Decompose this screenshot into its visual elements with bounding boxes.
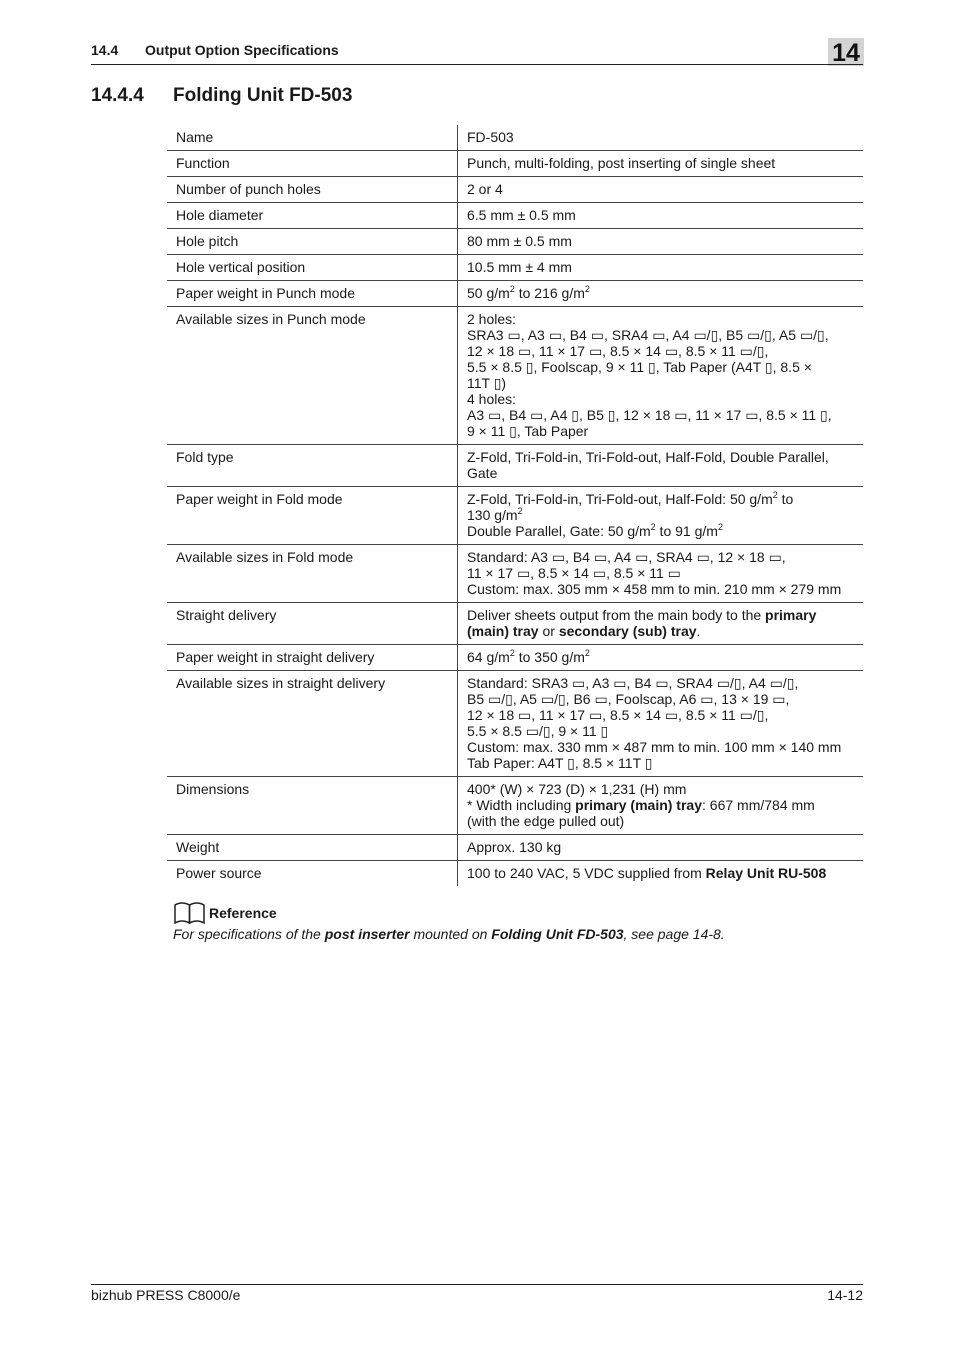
spec-label: Available sizes in straight delivery (167, 671, 458, 777)
table-row (167, 255, 863, 281)
table-row (167, 203, 863, 229)
spec-value: 2 or 4 (458, 177, 864, 203)
spec-label: Hole diameter (167, 203, 458, 229)
table-row (167, 487, 863, 545)
spec-label: Weight (167, 835, 458, 861)
table-row (167, 671, 863, 777)
spec-label: Straight delivery (167, 603, 458, 645)
spec-value: 64 $g/m^2$ to 350 $g/m^2$ (458, 645, 864, 671)
table-row (167, 125, 863, 151)
spec-value: FD-503 (458, 125, 864, 151)
spec-label: Fold type (167, 445, 458, 487)
reference-label: Reference (209, 905, 277, 921)
header-divider (91, 64, 863, 65)
spec-label: Function (167, 151, 458, 177)
book-icon (173, 901, 207, 925)
table-row (167, 645, 863, 671)
table-row (167, 777, 863, 835)
spec-value: 6.5 mm ± 0.5 mm (458, 203, 864, 229)
page-title-text: Folding Unit FD-503 (173, 85, 353, 106)
reference-heading (173, 901, 277, 925)
spec-value: Deliver sheets output from the main body to the primary (main) tray or secondary (sub) tray. (458, 603, 864, 645)
spec-value: Z-Fold, Tri-Fold-in, Tri-Fold-out, Half-Fold: 50 $g/m^2$ to 130 $g/m^2$ Double Parallel, Gate: 50 $g/m^2$ to 91 $g/m^2$ (458, 487, 864, 545)
table-row (167, 445, 863, 487)
running-header (91, 42, 339, 58)
footer-divider (91, 1284, 863, 1285)
spec-value: Standard: A3 ▭, B4 ▭, A4 ▭, SRA4 ▭, 12 × 18 ▭, 11 × 17 ▭, 8.5 × 14 ▭, 8.5 × 11 ▭ Custom: max. 305 mm × 458 mm to min. 210 mm × 279 mm (458, 545, 864, 603)
spec-label: Dimensions (167, 777, 458, 835)
table-row (167, 177, 863, 203)
spec-label: Power source (167, 861, 458, 887)
spec-label: Name (167, 125, 458, 151)
chapter-badge: 14 (828, 38, 864, 66)
spec-value: Punch, multi-folding, post inserting of single sheet (458, 151, 864, 177)
spec-label: Available sizes in Punch mode (167, 307, 458, 445)
header-section-title: Output Option Specifications (145, 42, 339, 58)
table-row (167, 151, 863, 177)
spec-label: Number of punch holes (167, 177, 458, 203)
footer-page-number: 14-12 (827, 1287, 863, 1303)
spec-label: Paper weight in Punch mode (167, 281, 458, 307)
spec-label: Paper weight in Fold mode (167, 487, 458, 545)
footer-product: bizhub PRESS C8000/e (91, 1287, 241, 1303)
header-section-number: 14.4 (91, 42, 119, 58)
table-row (167, 603, 863, 645)
spec-value: 10.5 mm ± 4 mm (458, 255, 864, 281)
spec-value: Approx. 130 kg (458, 835, 864, 861)
spec-label: Paper weight in straight delivery (167, 645, 458, 671)
table-row (167, 229, 863, 255)
spec-value: Standard: SRA3 ▭, A3 ▭, B4 ▭, SRA4 ▭/▯, A4 ▭/▯, B5 ▭/▯, A5 ▭/▯, B6 ▭, Foolscap, A6 ▭, 13 × 19 ▭, 12 × 18 ▭, 11 × 17 ▭, 8.5 × 14 ▭, 8.5 × 11 ▭/▯, 5.5 × 8.5 ▭/▯, 9 × 11 ▯ Custom: max. 330 mm × 487 mm to min. 100 mm × 140 mm Tab Paper: A4T ▯, 8.5 × 11T ▯ (458, 671, 864, 777)
spec-value: 400* (W) × 723 (D) × 1,231 (H) mm * Width including primary (main) tray: 667 mm/784 mm (with the edge pulled out) (458, 777, 864, 835)
table-row (167, 281, 863, 307)
page-title (91, 85, 352, 107)
table-row (167, 545, 863, 603)
table-row (167, 307, 863, 445)
spec-value: 2 holes: SRA3 ▭, A3 ▭, B4 ▭, SRA4 ▭, A4 ▭/▯, B5 ▭/▯, A5 ▭/▯, 12 × 18 ▭, 11 × 17 ▭, 8.5 × 14 ▭, 8.5 × 11 ▭/▯, 5.5 × 8.5 ▯, Foolscap, 9 × 11 ▯, Tab Paper (A4T ▯, 8.5 × 11T ▯) 4 holes: A3 ▭, B4 ▭, A4 ▯, B5 ▯, 12 × 18 ▭, 11 × 17 ▭, 8.5 × 11 ▯, 9 × 11 ▯, Tab Paper (458, 307, 864, 445)
reference-text: For specifications of the post inserter mounted on Folding Unit FD-503, see page 14-8. (173, 926, 725, 942)
table-row (167, 835, 863, 861)
page-title-number: 14.4.4 (91, 85, 144, 106)
spec-label: Hole vertical position (167, 255, 458, 281)
spec-value: Z-Fold, Tri-Fold-in, Tri-Fold-out, Half-Fold, Double Parallel, Gate (458, 445, 864, 487)
spec-value: 100 to 240 VAC, 5 VDC supplied from Relay Unit RU-508 (467, 865, 827, 881)
spec-table (167, 125, 863, 886)
spec-value: 80 mm ± 0.5 mm (458, 229, 864, 255)
spec-label: Hole pitch (167, 229, 458, 255)
spec-value: 50 $g/m^2$ to 216 $g/m^2$ (458, 281, 864, 307)
table-row (167, 861, 863, 887)
spec-label: Available sizes in Fold mode (167, 545, 458, 603)
